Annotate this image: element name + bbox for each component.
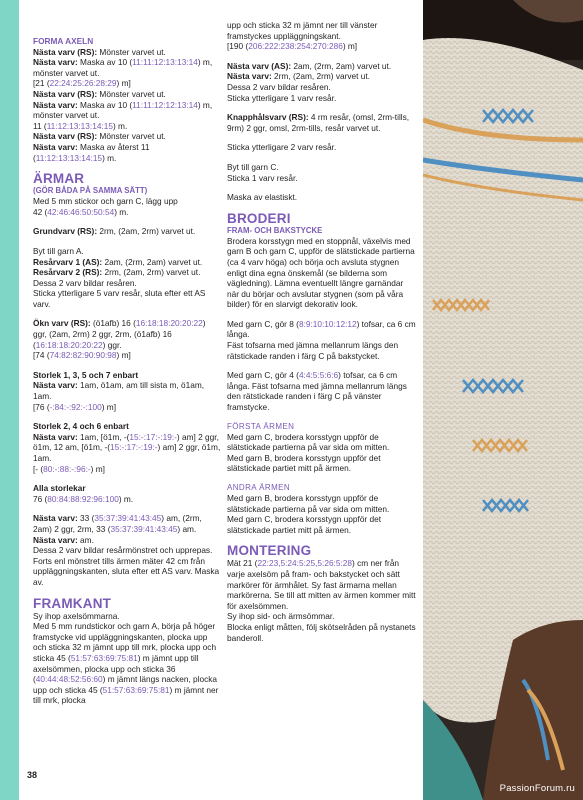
sizes: 40:44:48:52:56:60	[35, 674, 103, 685]
sizes: 4:4:5:5:6:6	[298, 370, 339, 381]
storlek-246	[33, 421, 221, 474]
tofsar-bak	[227, 319, 417, 361]
framkant-continued	[227, 20, 417, 52]
row-label: Nästa varv (AS):	[227, 60, 292, 71]
heading-montering: MONTERING	[227, 543, 312, 559]
maska-av	[227, 192, 417, 203]
sizes: 11:11:12:12:13:14	[132, 99, 198, 110]
text: [- (	[33, 463, 44, 474]
sizes: 51:57:63:69:75:81	[102, 684, 170, 695]
text: ) m]	[116, 350, 131, 361]
row-label: Grundvarv (RS):	[33, 226, 98, 237]
sizes: 8:9:10:10:12:12	[298, 318, 357, 329]
sizes: 11:11:12:13:13:14	[132, 57, 198, 68]
text: 33 (	[77, 513, 95, 524]
knapphalsvarv	[227, 112, 417, 133]
resar-block	[33, 246, 221, 310]
text: Sticka ytterligare 5 varv resår, sluta efter ett AS varv.	[33, 288, 206, 309]
text: ) m jämnt längs nacken, plocka upp och sticka 45 (	[33, 674, 218, 695]
text: am.	[77, 534, 94, 545]
section-forma-axeln	[33, 36, 221, 163]
alla-storlekar	[33, 483, 221, 504]
row-label: Nästa varv:	[33, 431, 78, 442]
text: Sticka ytterligare 2 varv resår.	[227, 142, 337, 153]
sizes: 42:46:46:50:50:54	[47, 206, 115, 217]
text: [74 (	[33, 350, 50, 361]
text: ) tofsar, ca 6 cm långa. Fäst tofsarna med jämna mellanrum längs den rätstickade randen i färg C på vänster framstycke.	[227, 370, 407, 413]
text: [190 (	[227, 41, 249, 52]
text: Maska av 10 (	[77, 57, 133, 68]
text: Sticka ytterligare 1 varv resår.	[227, 92, 337, 103]
sizes: 51:57:63:69:75:81	[70, 652, 138, 663]
sizes: -:84:-:92:-:100	[49, 401, 102, 412]
heading-forsta-armen: FÖRSTA ÄRMEN	[227, 421, 295, 431]
montering-text	[227, 558, 417, 643]
right-column	[227, 20, 417, 652]
armar-cast-on	[33, 196, 221, 217]
heading-framkant: FRAMKANT	[33, 595, 112, 611]
text: Med 5 mm stickor och garn C, lägg upp	[33, 196, 178, 207]
text: 1am, [ö1m, -(	[77, 431, 130, 442]
text: upp och sticka 32 m jämnt ner till vänster framstyckes uppläggningskant.	[227, 20, 378, 41]
sizes: 11:12:13:13:14:15	[46, 120, 113, 131]
text: 2rm, (2am, 2rm) varvet ut.	[102, 267, 201, 278]
sizes: 22:24:25:26:28:29	[49, 78, 117, 89]
row-label: Knapphålsvarv (RS):	[227, 112, 309, 123]
text: Med 5 mm rundstickor och garn A, börja på höger framstycke vid uppläggningskanten, plocka upp och sticka 32 m jämnt upp till mrk, plocka upp och sticka 45 (	[33, 621, 217, 663]
okn-varv	[33, 318, 221, 360]
text: 76 (	[33, 493, 48, 504]
row-label: Nästa varv:	[33, 534, 78, 545]
nasta-varv-block	[33, 513, 221, 587]
heading-broderi: BRODERI	[227, 210, 291, 226]
tofsar-fram	[227, 370, 417, 412]
text: Sy ihop sid- och ärmsömmar.	[227, 611, 335, 622]
text: Sticka 1 varv resår.	[227, 172, 298, 183]
row-label: Nästa varv:	[33, 141, 78, 152]
text: ) m.	[112, 120, 128, 131]
subheading-armar: (GÖR BÅDA PÅ SAMMA SÄTT)	[33, 186, 148, 196]
text: 2am, (2rm, 2am) varvet ut.	[102, 256, 203, 267]
text: ) cm ner från varje axelsöm på fram- och bakstycket och sätt markörer för ärmhålet. Sy fast ärmarna mellan markörerna. Se till att mitten av ärmen kommer mitt för axelsömmen.	[227, 558, 416, 611]
row-label: Nästa varv (RS):	[33, 46, 98, 57]
text: ) m.	[118, 493, 134, 504]
text: ) m, mönster varvet ut.	[33, 99, 213, 121]
left-column	[33, 36, 221, 715]
text: ) am] 2 ggr, ö1m, 12 am, [ö1m, -(	[33, 431, 219, 453]
sizes: 22:23,5:24:5:25,5:26:5:28	[257, 558, 353, 569]
text: ) m]	[116, 78, 131, 89]
text: Sy ihop axelsömmarna.	[33, 610, 120, 621]
text: Mät 21 (	[227, 558, 258, 569]
row-label: Ökn varv (RS):	[33, 318, 91, 329]
heading-armar: ÄRMAR	[33, 171, 85, 187]
row-label: Nästa varv (RS):	[33, 131, 98, 142]
text: ) m.	[102, 152, 117, 163]
text: Dessa 2 varv bildar resåren.	[227, 81, 331, 92]
text: ) am] 2 ggr, ö1m, 1am.	[33, 442, 221, 463]
text: 1am, ö1am, am till sista m, ö1am, 1am.	[33, 380, 205, 402]
text: Med garn B, brodera korsstygn uppför det slätstickade partiet mitt på ärmen.	[227, 452, 381, 474]
text: Maska av elastiskt.	[227, 192, 298, 203]
subsection-title: Alla storlekar	[33, 483, 86, 494]
text: 2rm, (2am, 2rm) varvet ut.	[97, 226, 196, 237]
text: ) am.	[177, 523, 197, 534]
sizes: 35:37:39:41:43:45	[110, 523, 178, 534]
sizes: 15:-:17:-:19:-	[110, 442, 158, 453]
subsection-title: Storlek 1, 3, 5 och 7 enbart	[33, 369, 139, 380]
text: Med garn C, gör 4 (	[227, 370, 299, 381]
row-label: Nästa varv:	[33, 99, 78, 110]
text: 4 rm resår, (omsl, 2rm-tills, 9rm) 2 ggr, omsl, 2rm-tills, resår varvet ut.	[227, 112, 410, 133]
text: Med garn C, gör 8 (	[227, 318, 299, 329]
sizes: 11:12:13:13:14:15	[35, 152, 103, 163]
row-label: Nästa varv (RS):	[33, 88, 98, 99]
forsta-armen-text	[227, 432, 417, 474]
text: ) m]	[101, 401, 117, 412]
grundvarv	[33, 226, 221, 237]
text: ) m jämnt upp till axelsömmen, plocka upp och sticka 36 (	[33, 652, 199, 685]
text: ) am, (2rm, 2am) 2 ggr, 2rm, 33 (	[33, 513, 202, 534]
sizes: 35:37:39:41:43:45	[94, 513, 162, 524]
text: Maska av återst 11 (	[33, 141, 150, 163]
resar-rows	[227, 61, 417, 103]
broderi-text	[227, 236, 417, 310]
text: Med garn B, brodera korsstygn uppför de slätstickade partierna på var sida om mitten.	[227, 493, 390, 514]
page-number: 38	[27, 770, 38, 780]
color-strip	[0, 0, 19, 800]
text: Med garn C, brodera korsstygn uppför de slätstickade partierna på var sida om mitten.	[227, 431, 390, 453]
text: ) m]	[342, 41, 358, 52]
text: Fäst tofsarna med jämna mellanrum längs den rätstickade randen i färg C på bakstycket.	[227, 340, 399, 361]
text: Mönster varvet ut.	[97, 46, 166, 57]
watermark: PassionForum.ru	[499, 783, 575, 794]
knit-sweater-image	[423, 0, 583, 800]
sizes: 16:18:18:20:20:22	[35, 339, 103, 350]
row-label: Nästa varv:	[227, 71, 272, 82]
andra-armen-text	[227, 493, 417, 535]
text: (ö1afb) 16 (	[90, 318, 136, 329]
heading-andra-armen: ANDRA ÄRMEN	[227, 483, 291, 492]
text: Mönster varvet ut.	[97, 131, 166, 142]
text: Maska av 10 (	[77, 99, 133, 110]
text: Med garn C, brodera korsstygn uppför det slätstickade partiet mitt på ärmen.	[227, 514, 382, 535]
text: ) m jämnt ner till mrk, plocka	[33, 684, 219, 706]
text: Byt till garn C.	[227, 161, 279, 172]
text: ) m, mönster varvet ut.	[33, 57, 213, 78]
row-label: Nästa varv:	[33, 57, 78, 68]
text: Byt till garn A.	[33, 245, 84, 256]
storlek-1357	[33, 370, 221, 412]
sizes: 74:82:82:90:90:98	[49, 350, 117, 361]
text: Dessa 2 varv bildar resåren.	[33, 277, 137, 288]
text: ) m.	[114, 206, 129, 217]
sticka-ytterligare	[227, 142, 417, 153]
text: 11 (	[33, 120, 47, 131]
sizes: 15:-:17:-:19:-	[129, 431, 177, 442]
text: Mönster varvet ut.	[97, 88, 166, 99]
row-label: Nästa varv:	[33, 380, 78, 391]
text: ) m]	[90, 463, 105, 474]
subheading-broderi: FRAM- OCH BAKSTYCKE	[227, 225, 323, 235]
subsection-title: Storlek 2, 4 och 6 enbart	[33, 421, 129, 432]
framkant-text	[33, 611, 221, 706]
sizes: 16:18:18:20:20:22	[135, 318, 203, 329]
byt-garn	[227, 162, 417, 183]
text: 42 (	[33, 206, 48, 217]
text: Brodera korsstygn med en stoppnål, växelvis med garn B och garn C, uppför de slätstickade partierna (ca 4 varv höga) och börja och avsluta stygnen enligt dina egna önskemål (se bilderna som vägledning). Lämna eventuellt längre garnändar när du börjar och avslutar stygnen (som på våra bilder) för en slarvigt dekorativ look.	[227, 235, 415, 310]
sizes: 80:84:88:92:96:100	[47, 493, 119, 504]
text: ) ggr.	[102, 339, 122, 350]
text: Blocka enligt måtten, följ skötselråden på nystanets banderoll.	[227, 621, 416, 643]
row-label: Resårvarv 1 (AS):	[33, 256, 103, 267]
sizes: 80:-:88:-:96:-	[43, 463, 91, 474]
text: ) tofsar, ca 6 cm långa.	[227, 318, 416, 340]
row-label: Resårvarv 2 (RS):	[33, 267, 103, 278]
sizes: 206:222:238:254:270:286	[248, 41, 343, 52]
text: [76 (	[33, 401, 50, 412]
text: 2rm, (2am, 2rm) varvet ut.	[271, 71, 370, 82]
sweater-photo	[423, 0, 583, 800]
section-title: FORMA AXELN	[33, 36, 94, 46]
text: [21 (	[33, 78, 50, 89]
text: 2am, (2rm, 2am) varvet ut.	[291, 60, 392, 71]
text: Dessa 2 varv bildar resårmönstret och upprepas. Forts enl mönstret tills ärmen mäter 42 cm från uppläggningskanten, sluta efter ett AS varv. Maska av.	[33, 545, 220, 587]
text: ) ggr, (2am, 2rm) 2 ggr, 2rm, (ö1afb) 16 (	[33, 318, 206, 350]
row-label: Nästa varv:	[33, 513, 78, 524]
